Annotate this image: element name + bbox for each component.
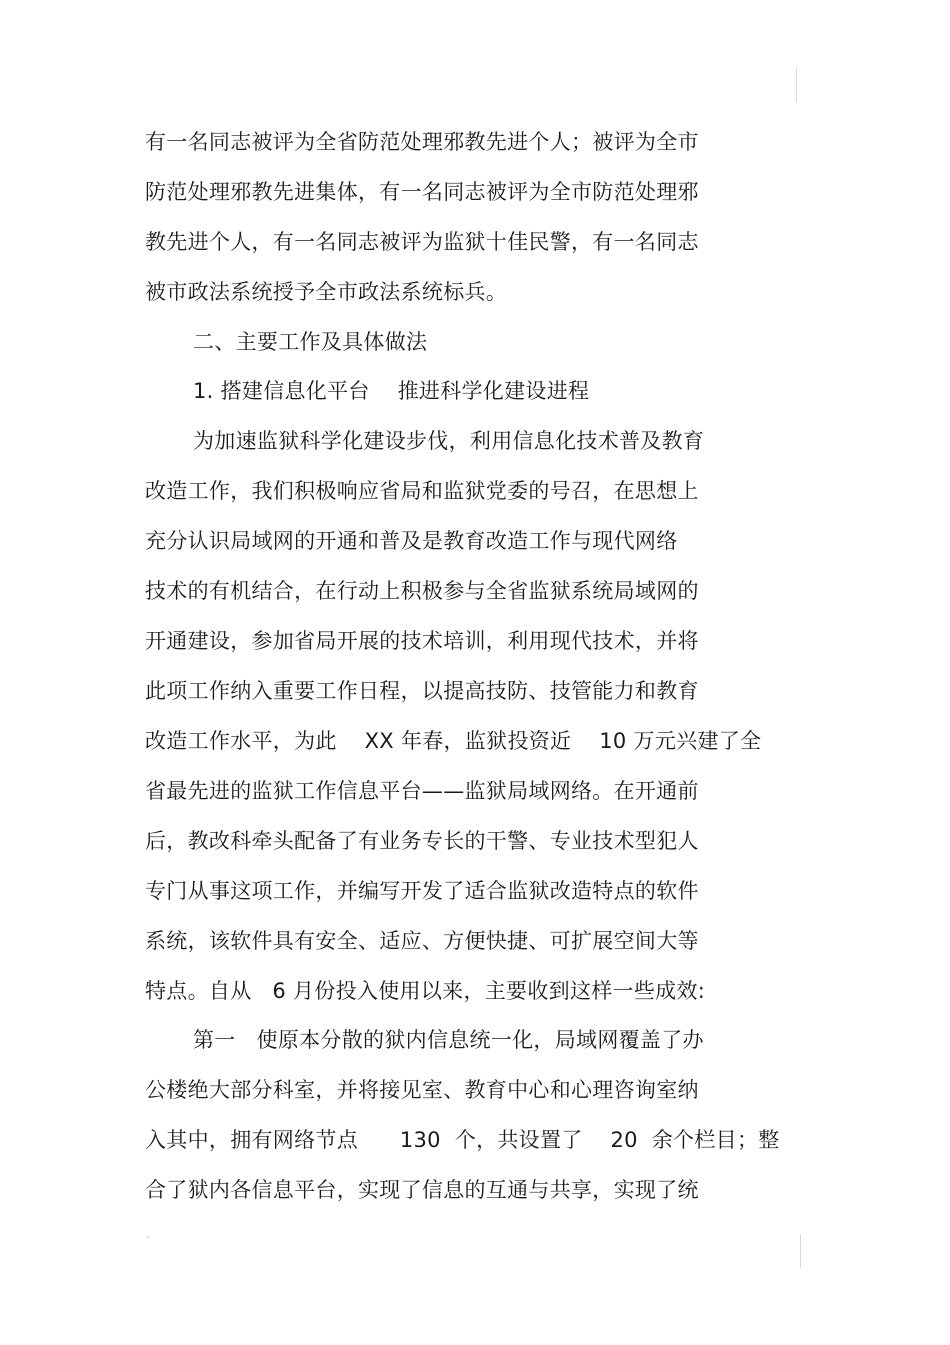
page-corner-mark (147, 1236, 150, 1238)
page-edge-mark-top (796, 68, 797, 102)
paragraph-line: 第一 使原本分散的狱内信息统一化，局域网覆盖了办 (193, 1028, 704, 1052)
paragraph-line: 系统，该软件具有安全、适应、方便快捷、可扩展空间大等 (145, 929, 699, 953)
paragraph-line: 充分认识局域网的开通和普及是教育改造工作与现代网络 (145, 529, 678, 553)
subsection-heading: 1. 搭建信息化平台 推进科学化建设进程 (193, 379, 590, 403)
paragraph-line: 此项工作纳入重要工作日程，以提高技防、技管能力和教育 (145, 679, 699, 703)
paragraph-line: 特点。自从 6 月份投入使用以来，主要收到这样一些成效: (145, 979, 706, 1003)
paragraph-line: 防范处理邪教先进集体，有一名同志被评为全市防范处理邪 (145, 180, 699, 204)
paragraph-line: 公楼绝大部分科室，并将接见室、教育中心和心理咨询室纳 (145, 1078, 699, 1102)
section-heading: 二、主要工作及具体做法 (193, 330, 428, 354)
paragraph-line: 为加速监狱科学化建设步伐，利用信息化技术普及教育 (193, 429, 705, 453)
paragraph-line: 技术的有机结合，在行动上积极参与全省监狱系统局域网的 (145, 579, 699, 603)
paragraph-line: 改造工作，我们积极响应省局和监狱党委的号召，在思想上 (145, 479, 699, 503)
paragraph-line: 合了狱内各信息平台，实现了信息的互通与共享，实现了统 (145, 1178, 699, 1202)
page-edge-mark-bottom (800, 1234, 801, 1268)
paragraph-line: 省最先进的监狱工作信息平台——监狱局域网络。在开通前 (145, 779, 699, 803)
paragraph-line: 被市政法系统授予全市政法系统标兵。 (145, 280, 508, 304)
paragraph-line: 入其中，拥有网络节点 130 个，共设置了 20 余个栏目；整 (145, 1128, 780, 1152)
paragraph-line: 开通建设，参加省局开展的技术培训，利用现代技术，并将 (145, 629, 699, 653)
paragraph-line: 后，教改科牵头配备了有业务专长的干警、专业技术型犯人 (145, 829, 699, 853)
paragraph-line: 专门从事这项工作，并编写开发了适合监狱改造特点的软件 (145, 879, 699, 903)
paragraph-line: 改造工作水平，为此 XX 年春，监狱投资近 10 万元兴建了全 (145, 729, 762, 753)
paragraph-line: 有一名同志被评为全省防范处理邪教先进个人；被评为全市 (145, 130, 699, 154)
paragraph-line: 教先进个人，有一名同志被评为监狱十佳民警，有一名同志 (145, 230, 699, 254)
